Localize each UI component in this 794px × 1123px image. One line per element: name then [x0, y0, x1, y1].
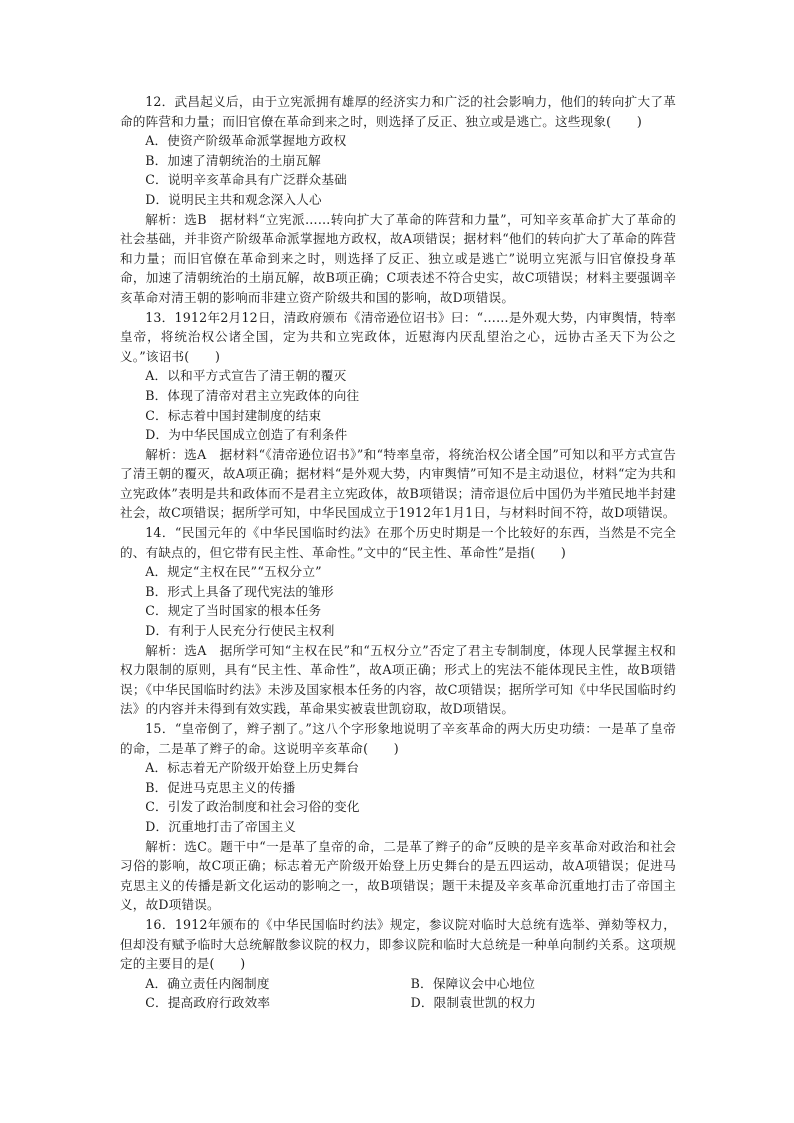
- option-d: D．说明民主共和观念深入人心: [145, 191, 322, 207]
- option-d: D．有利于人民充分行使民主权利: [145, 623, 335, 639]
- option-row: [120, 974, 676, 994]
- option-c: C．规定了当时国家的根本任务: [145, 603, 322, 619]
- option-b: B．加速了清朝统治的土崩瓦解: [145, 152, 321, 168]
- question-stem: 16．1912年颁布的《中华民国临时约法》规定，参议院对临时大总统有选举、弹劾等权力，但却没有赋予临时大总统解散参议院的权力，即参议院和临时大总统是一种单向制约关系。这项规定的主要目的是( ): [120, 916, 676, 972]
- question-13: [120, 308, 676, 524]
- option-c: C．引发了政治制度和社会习俗的变化: [145, 799, 360, 815]
- option-d: D．限制袁世凯的权力: [410, 995, 537, 1011]
- analysis-text: 解析：选B 据材料“立宪派……转向扩大了革命的阵营和力量”，可知辛亥革命扩大了革命的社会基础，并非资产阶级革命派掌握地方政权，故A项错误；据材料“他们的转向扩大了革命的阵营和力量；而旧官僚在革命到来之时，则选择了反正、独立或是逃亡”说明立宪派与旧官僚投身革命，加速了清朝统治的土崩瓦解，故B项正确；C项表述不符合史实，故C项错误；材料主要强调辛亥革命对清王朝的影响而非建立资产阶级共和国的影响，故D项错误。: [120, 211, 676, 305]
- option-a: A．规定“主权在民”“五权分立”: [145, 564, 322, 580]
- question-stem: 14．“民国元年的《中华民国临时约法》在那个历史时期是一个比较好的东西，当然是不完全的、有缺点的，但它带有民主性、革命性。”文中的“民主性、革命性”是指( ): [120, 525, 676, 560]
- option-b: B．促进马克思主义的传播: [145, 779, 296, 795]
- analysis-text: 解析：选C。题干中“一是革了皇帝的命，二是革了辫子的命”反映的是辛亥革命对政治和社会习俗的影响，故C项正确；标志着无产阶级开始登上历史舞台的是五四运动，故A项错误；促进马克思主义的传播是新文化运动的影响之一，故B项错误；题干未提及辛亥革命沉重地打击了帝国主义，故D项错误。: [120, 838, 676, 913]
- question-stem: 13．1912年2月12日，清政府颁布《清帝逊位诏书》曰：“……是外观大势，内审舆情，特率皇帝，将统治权公诸全国，定为共和立宪政体，近慰海内厌乱望治之心，远协古圣天下为公之义。”该诏书( ): [120, 309, 676, 364]
- option-d: D．为中华民国成立创造了有利条件: [145, 427, 348, 443]
- option-a: A．使资产阶级革命派掌握地方政权: [145, 133, 347, 149]
- option-d: D．沉重地打击了帝国主义: [145, 818, 297, 834]
- option-c: C．说明辛亥革命具有广泛群众基础: [145, 172, 347, 188]
- question-stem: 12．武昌起义后，由于立宪派拥有雄厚的经济实力和广泛的社会影响力，他们的转向扩大了革命的阵营和力量；而旧官僚在革命到来之时，则选择了反正、独立或是逃亡。这些现象( ): [120, 94, 676, 129]
- question-12: [120, 92, 676, 308]
- question-15: [120, 719, 676, 915]
- analysis-text: 解析：选A 据材料“《清帝逊位诏书》”和“特率皇帝，将统治权公诸全国”可知以和平方式宣告了清王朝的覆灭，故A项正确；据材料“是外观大势，内审舆情”可知不是主动退位，材料“定为共和立宪政体”表明是共和政体而不是君主立宪政体，故B项错误；清帝退位后中国仍为半殖民地半封建社会，故C项错误；据所学可知，中华民国成立于1912年1月1日，与材料时间不符，故D项错误。: [120, 446, 676, 521]
- question-16: [120, 915, 676, 1013]
- analysis-text: 解析：选A 据所学可知“主权在民”和“五权分立”否定了君主专制制度，体现人民掌握主权和权力限制的原则，具有“民主性、革命性”，故A项正确；形式上的宪法不能体现民主性，故B项错误；《中华民国临时约法》未涉及国家根本任务的内容，故C项错误；据所学可知《中华民国临时约法》的内容并未得到有效实践，革命果实被袁世凯窃取，故D项错误。: [120, 642, 676, 717]
- option-a: A．标志着无产阶级开始登上历史舞台: [145, 760, 360, 776]
- option-row: [120, 993, 676, 1013]
- question-stem: 15．“皇帝倒了，辫子割了。”这八个字形象地说明了辛亥革命的两大历史功绩：一是革了皇帝的命，二是革了辫子的命。这说明辛亥革命( ): [120, 721, 676, 756]
- option-c: C．提高政府行政效率: [145, 995, 271, 1011]
- document-page: [120, 92, 676, 1013]
- option-b: B．保障议会中心地位: [410, 975, 536, 991]
- option-a: A．确立责任内阁制度: [145, 975, 270, 991]
- option-a: A．以和平方式宣告了清王朝的覆灭: [145, 368, 347, 384]
- question-14: [120, 523, 676, 719]
- option-c: C．标志着中国封建制度的结束: [145, 407, 322, 423]
- option-b: B．体现了清帝对君主立宪政体的向往: [145, 387, 360, 403]
- option-b: B．形式上具备了现代宪法的雏形: [145, 583, 334, 599]
